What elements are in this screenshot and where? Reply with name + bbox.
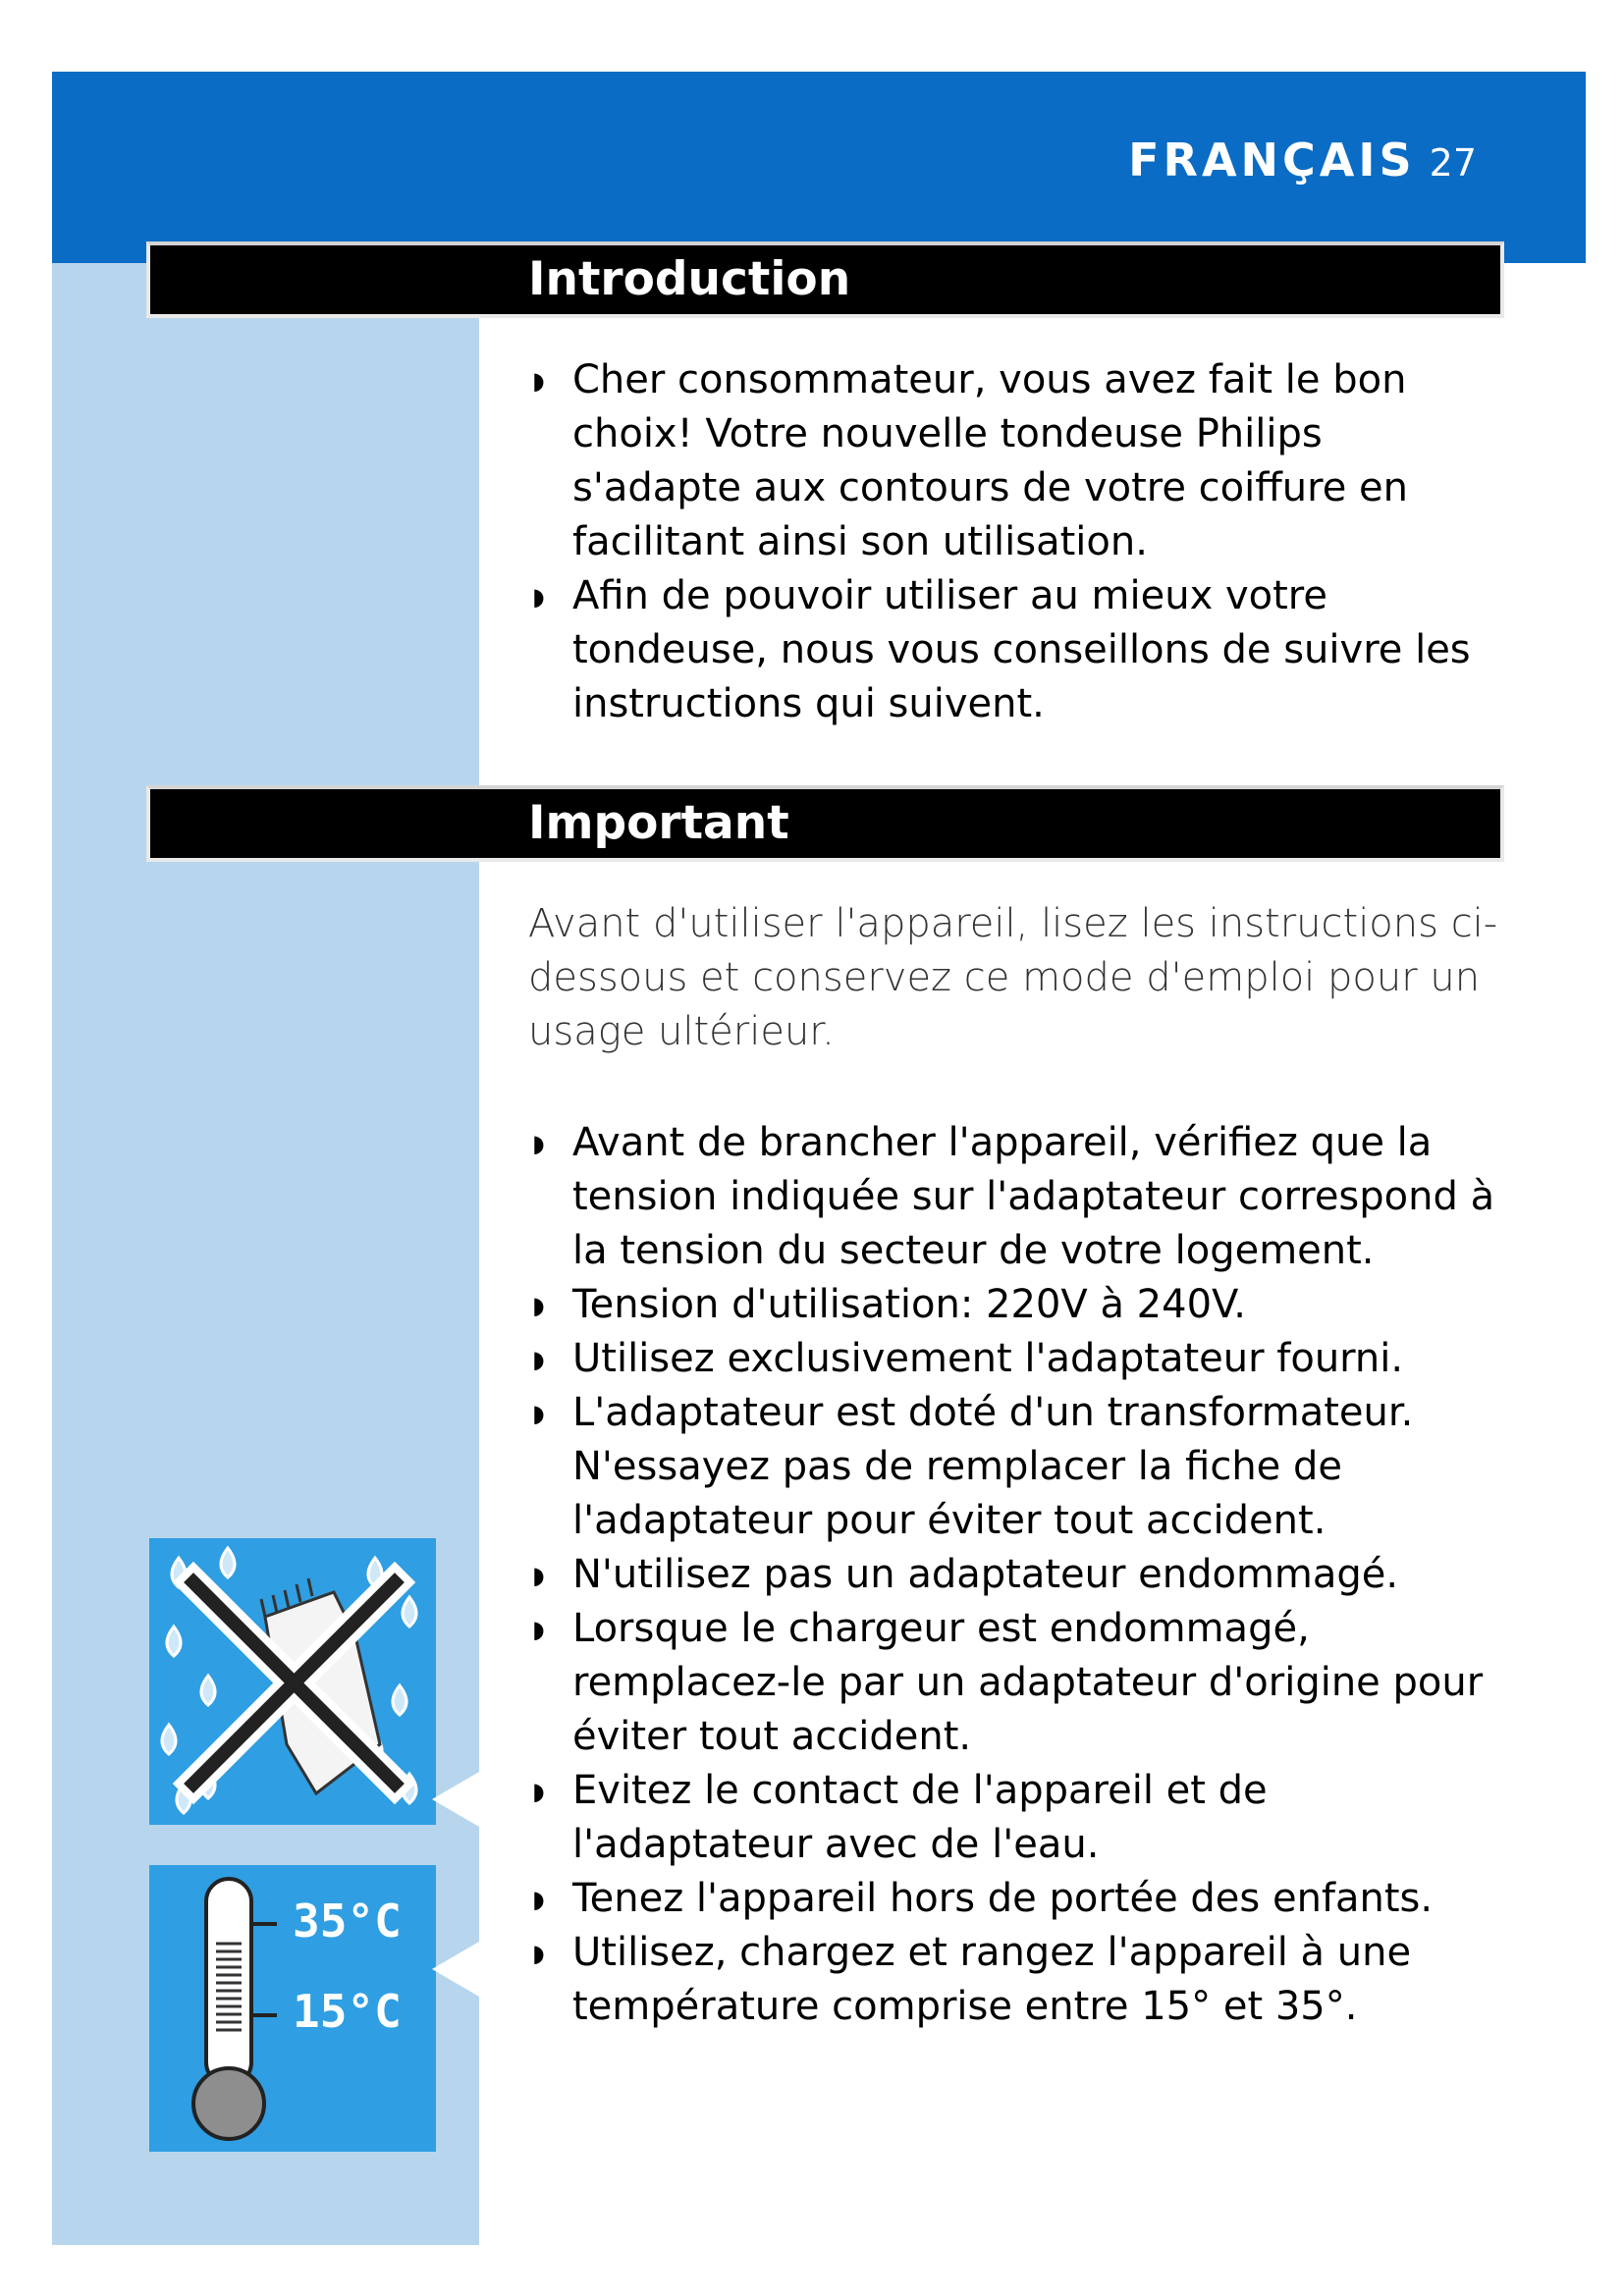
list-item-text: Tenez l'appareil hors de portée des enfants. (572, 1876, 1434, 1921)
section-title-important: Important (528, 796, 789, 850)
section-title-introduction: Introduction (528, 252, 851, 306)
introduction-list (528, 353, 1500, 731)
list-item-text: L'adaptateur est doté d'un transformateur. N'essayez pas de remplacer la fiche de l'adaptateur pour éviter tout accident. (572, 1390, 1414, 1543)
list-item (528, 1116, 1500, 1278)
introduction-content (528, 353, 1500, 731)
illustration-pointer (432, 1772, 479, 1827)
bullet-icon: ◗ (532, 1562, 545, 1589)
list-item (528, 1386, 1500, 1548)
temp-high-label: 35°C (293, 1895, 402, 1948)
list-item (528, 353, 1500, 569)
important-intro: Avant d'utiliser l'appareil, lisez les instructions ci-dessous et conservez ce mode d'emploi pour un usage ultérieur. (528, 901, 1498, 1054)
bullet-icon: ◗ (532, 1130, 545, 1157)
list-item-text: Lorsque le chargeur est endommagé, remplacez-le par un adaptateur d'origine pour éviter tout accident. (572, 1606, 1484, 1759)
list-item (528, 1548, 1500, 1602)
important-content (528, 897, 1500, 2034)
list-item-text: N'utilisez pas un adaptateur endommagé. (572, 1552, 1399, 1597)
bullet-icon: ◗ (532, 1616, 545, 1643)
no-water-icon (149, 1538, 436, 1825)
page-header (1128, 133, 1477, 187)
no-water-illustration (149, 1538, 436, 1825)
list-item (528, 1602, 1500, 1764)
section-bar-important (146, 785, 1504, 862)
list-item-text: Avant de brancher l'appareil, vérifiez que la tension indiquée sur l'adaptateur correspond à la tension du secteur de votre logement. (572, 1120, 1495, 1273)
section-bar-introduction (146, 241, 1504, 318)
illustration-pointer (432, 1942, 479, 1997)
list-item (528, 569, 1500, 731)
list-item-text: Afin de pouvoir utiliser au mieux votre tondeuse, nous vous conseillons de suivre les instructions qui suivent. (572, 573, 1471, 726)
bullet-icon: ◗ (532, 1886, 545, 1913)
bullet-icon: ◗ (532, 1940, 545, 1967)
bullet-icon: ◗ (532, 1292, 545, 1319)
list-item-text: Evitez le contact de l'appareil et de l'adaptateur avec de l'eau. (572, 1768, 1268, 1867)
bullet-icon: ◗ (532, 1778, 545, 1805)
list-item-text: Tension d'utilisation: 220V à 240V. (572, 1282, 1246, 1327)
language-label: FRANÇAIS (1128, 133, 1416, 187)
list-item (528, 1764, 1500, 1872)
bullet-icon: ◗ (532, 1400, 545, 1427)
temp-low-label: 15°C (293, 1985, 402, 2038)
list-item-text: Utilisez, chargez et rangez l'appareil à une température comprise entre 15° et 35°. (572, 1930, 1412, 2029)
important-list (528, 1116, 1500, 2034)
list-item (528, 1926, 1500, 2034)
list-item (528, 1872, 1500, 1926)
list-item (528, 1278, 1500, 1332)
temperature-illustration (149, 1865, 436, 2152)
list-item-text: Cher consommateur, vous avez fait le bon choix! Votre nouvelle tondeuse Philips s'adapte aux contours de votre coiffure en facilitant ainsi son utilisation. (572, 357, 1408, 564)
bullet-icon: ◗ (532, 1346, 545, 1373)
bullet-icon: ◗ (532, 583, 545, 611)
page-number: 27 (1429, 141, 1477, 185)
bullet-icon: ◗ (532, 367, 545, 395)
list-item (528, 1332, 1500, 1386)
list-item-text: Utilisez exclusivement l'adaptateur fourni. (572, 1336, 1404, 1381)
